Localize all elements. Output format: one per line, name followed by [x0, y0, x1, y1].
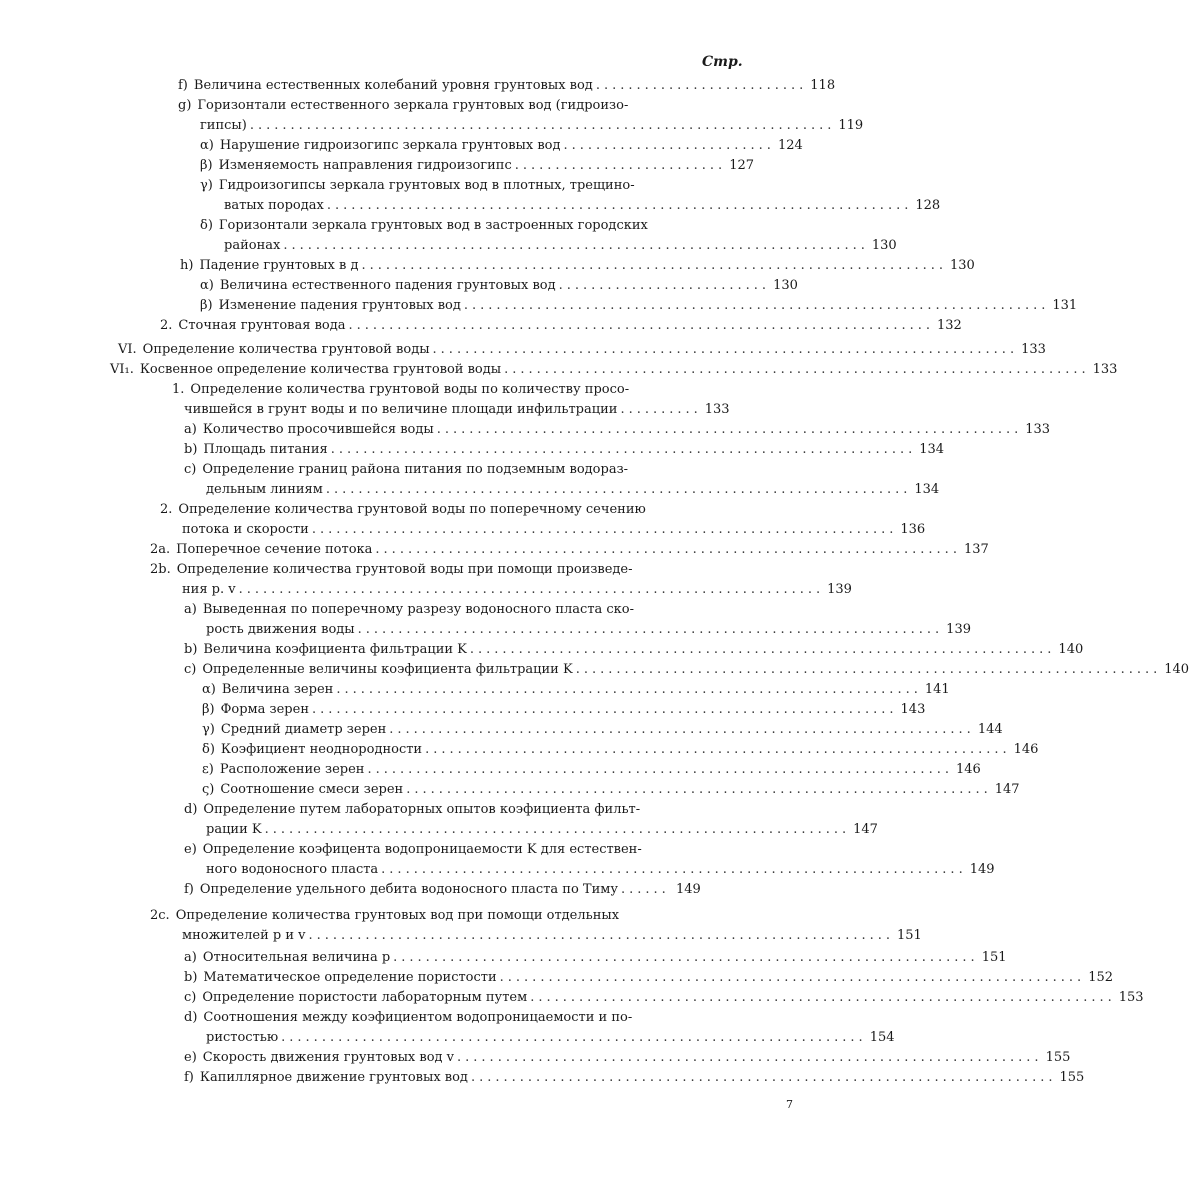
entry-page: 151: [897, 928, 922, 943]
entry-title: Горизонтали естественного зеркала грунтовых вод (гидроизо-: [197, 98, 629, 113]
entry-number: e): [184, 1050, 197, 1065]
toc-entry: γ) Гидроизогипсы зеркала грунтовых вод в плотных, трещино- ватых породах ........................................................................ 128: [200, 176, 704, 216]
entry-title: Определение количества грунтовой воды по количеству просо-: [190, 382, 630, 397]
entry-title: Площадь питания: [203, 442, 328, 457]
toc-entry: e) Определение коэфицента водопроницаемости K для естествен- ного водоносного пласта ........................................................................ 149: [184, 840, 704, 880]
entry-number: b): [184, 970, 198, 985]
entry-page: 132: [937, 318, 962, 333]
entry-title: Величина естественных колебаний уровня грунтовых вод: [193, 78, 593, 93]
entry-page: 140: [1058, 642, 1084, 657]
entry-title: Величина зерен: [221, 682, 334, 697]
toc-entry: 2c. Определение количества грунтовых вод при помощи отдельных множителей p и v ........................................................................ 151: [150, 906, 704, 946]
entry-title: Выведенная по поперечному разрезу водоносного пласта ско-: [202, 602, 635, 617]
entry-title: Поперечное сечение потока: [176, 542, 373, 557]
entry-title: Расположение зерен: [219, 762, 365, 777]
entry-page: 130: [949, 258, 975, 273]
entry-page: 147: [853, 822, 878, 837]
entry-title-continued: ристостью: [206, 1030, 279, 1045]
entry-page: 134: [919, 442, 945, 457]
toc-entry: a) Относительная величина p ........................................................................ 151: [184, 948, 704, 968]
entry-title-continued: рации K: [206, 822, 262, 837]
toc-entry: c) Определенные величины коэфициента фильтрации K ........................................................................ 140: [184, 660, 704, 680]
entry-number: α): [200, 278, 214, 293]
entry-page: 141: [924, 682, 950, 697]
toc-entry: c) Определение границ района питания по подземным водораз- дельным линиям ........................................................................ 134: [184, 460, 704, 500]
entry-number: 2.: [160, 318, 173, 333]
toc-entry: b) Математическое определение пористости ........................................................................ 152: [184, 968, 704, 988]
entry-number: a): [184, 602, 197, 617]
toc-entry: a) Выведенная по поперечному разрезу водоносного пласта ско- рость движения воды ........................................................................ 139: [184, 600, 704, 640]
entry-page: 149: [969, 862, 995, 877]
entry-title: Коэфициент неоднородности: [220, 742, 423, 757]
entry-number: α): [200, 138, 214, 153]
page-number: 7: [786, 1098, 793, 1111]
toc-entry: δ) Горизонтали зеркала грунтовых вод в застроенных городских районах ........................................................................ 130: [200, 216, 704, 256]
entry-page: 133: [1025, 422, 1051, 437]
entry-title: Количество просочившейся воды: [202, 422, 434, 437]
toc-entry: b) Площадь питания ........................................................................ 134: [184, 440, 704, 460]
entry-title: Определение количества грунтовой воды при помощи произведе-: [176, 562, 633, 577]
entry-title: Гидроизогипсы зеркала грунтовых вод в плотных, трещино-: [218, 178, 635, 193]
toc-entry: f) Капиллярное движение грунтовых вод ........................................................................ 155: [184, 1068, 704, 1088]
toc-entry: 2b. Определение количества грунтовой воды при помощи произведе- ния p. v ........................................................................ 139: [150, 560, 704, 600]
entry-number: ε): [202, 762, 214, 777]
entry-number: β): [202, 702, 215, 717]
toc-entry: α) Величина зерен ........................................................................ 141: [202, 680, 704, 700]
entry-number: ς): [202, 782, 215, 797]
entry-number: a): [184, 422, 197, 437]
entry-page: 146: [1013, 742, 1039, 757]
entry-title: Определенные величины коэфициента фильтрации K: [202, 662, 573, 677]
toc-entry: α) Величина естественного падения грунтовых вод .......................... 130: [200, 276, 704, 296]
entry-page: 131: [1052, 298, 1078, 313]
entry-page: 153: [1118, 990, 1144, 1005]
toc-entry: β) Форма зерен ........................................................................ 143: [202, 700, 704, 720]
entry-title: Математическое определение пористости: [203, 970, 497, 985]
toc-entry: 1. Определение количества грунтовой воды по количеству просо- чившейся в грунт воды и по величине площади инфильтрации .......... 133: [172, 380, 704, 420]
entry-title: Определение количества грунтовых вод при помощи отдельных: [175, 908, 620, 923]
toc-entry: β) Изменяемость направления гидроизогипс .......................... 127: [200, 156, 704, 176]
entry-title-continued: ного водоносного пласта: [206, 862, 379, 877]
entry-title: Изменяемость направления гидроизогипс: [218, 158, 512, 173]
toc-entry: h) Падение грунтовых в д ........................................................................ 130: [180, 256, 704, 276]
entry-title: Горизонтали зеркала грунтовых вод в застроенных городских: [218, 218, 648, 233]
entry-page: 152: [1088, 970, 1114, 985]
entry-title: Величина естественного падения грунтовых вод: [219, 278, 556, 293]
toc-entry: a) Количество просочившейся воды ........................................................................ 133: [184, 420, 704, 440]
entry-number: g): [178, 98, 192, 113]
entry-number: b): [184, 442, 198, 457]
entry-page: 128: [915, 198, 941, 213]
entry-title-continued: множителей p и v: [182, 928, 306, 943]
entry-title: Падение грунтовых в д: [199, 258, 359, 273]
toc-entry: 2a. Поперечное сечение потока ........................................................................ 137: [150, 540, 704, 560]
entry-page: 124: [777, 138, 803, 153]
entry-number: δ): [202, 742, 215, 757]
toc-entry: 2. Определение количества грунтовой воды по поперечному сечению потока и скорости ........................................................................ 136: [160, 500, 704, 540]
entry-page: 143: [900, 702, 926, 717]
entry-page: 139: [946, 622, 971, 637]
toc-entry: ς) Соотношение смеси зерен ........................................................................ 147: [202, 780, 704, 800]
entry-page: 118: [810, 78, 836, 93]
entry-title-continued: чившейся в грунт воды и по величине площади инфильтрации: [184, 402, 618, 417]
entry-page: 130: [773, 278, 798, 293]
entry-page: 149: [676, 882, 701, 897]
entry-title-continued: ватых породах: [224, 198, 324, 213]
entry-page: 137: [963, 542, 989, 557]
entry-title-continued: потока и скорости: [182, 522, 309, 537]
entry-title: Скорость движения грунтовых вод v: [202, 1050, 455, 1065]
entry-title: Относительная величина p: [202, 950, 391, 965]
entry-title: Средний диаметр зерен: [220, 722, 387, 737]
entry-page: 139: [827, 582, 852, 597]
entry-page: 136: [900, 522, 926, 537]
toc-entry: δ) Коэфициент неоднородности ........................................................................ 146: [202, 740, 704, 760]
entry-page: 134: [914, 482, 940, 497]
entry-number: γ): [200, 178, 213, 193]
entry-title: Определение количества грунтовой воды: [142, 342, 430, 357]
entry-number: 2c.: [150, 908, 170, 923]
entry-title-continued: рость движения воды: [206, 622, 355, 637]
entry-number: h): [180, 258, 194, 273]
entry-page: 133: [704, 402, 730, 417]
toc-entry: e) Скорость движения грунтовых вод v ........................................................................ 155: [184, 1048, 704, 1068]
entry-title: Капиллярное движение грунтовых вод: [199, 1070, 468, 1085]
toc-entry: d) Соотношения между коэфициентом водопроницаемости и по- ристостью ........................................................................ 154: [184, 1008, 704, 1048]
entry-title: Нарушение гидроизогипс зеркала грунтовых вод: [219, 138, 561, 153]
entry-page: 133: [1092, 362, 1118, 377]
entry-title: Форма зерен: [220, 702, 309, 717]
toc-entry: 2. Сточная грунтовая вода ........................................................................ 132: [160, 316, 704, 336]
entry-number: 2.: [160, 502, 173, 517]
entry-number: c): [184, 990, 197, 1005]
entry-number: f): [184, 1070, 194, 1085]
toc-entry: β) Изменение падения грунтовых вод ........................................................................ 131: [200, 296, 704, 316]
entry-number: f): [184, 882, 194, 897]
toc-entry: b) Величина коэфициента фильтрации K ........................................................................ 140: [184, 640, 704, 660]
entry-title: Косвенное определение количества грунтовой воды: [139, 362, 502, 377]
entry-number: VI₁.: [110, 362, 134, 377]
entry-number: c): [184, 462, 197, 477]
entry-title: Величина коэфициента фильтрации K: [203, 642, 467, 657]
toc-entry: VI. Определение количества грунтовой воды ........................................................................ 133: [118, 340, 704, 360]
entry-page: 151: [981, 950, 1007, 965]
entry-page: 155: [1045, 1050, 1071, 1065]
entry-number: 2a.: [150, 542, 171, 557]
entry-title-continued: дельным линиям: [206, 482, 323, 497]
entry-number: β): [200, 298, 213, 313]
entry-number: 1.: [172, 382, 185, 397]
entry-title-continued: гипсы): [200, 118, 247, 133]
entry-number: b): [184, 642, 198, 657]
page-column-header: Стр.: [702, 54, 743, 70]
toc-entry: VI₁. Косвенное определение количества грунтовой воды ........................................................................ 133: [110, 360, 704, 380]
entry-page: 133: [1021, 342, 1046, 357]
entry-number: α): [202, 682, 216, 697]
entry-title: Соотношение смеси зерен: [220, 782, 404, 797]
entry-number: γ): [202, 722, 215, 737]
entry-title: Определение пористости лабораторным путем: [202, 990, 528, 1005]
toc-entry: f) Величина естественных колебаний уровня грунтовых вод .......................... 118: [178, 76, 704, 96]
entry-number: VI.: [118, 342, 137, 357]
toc-entry: c) Определение пористости лабораторным путем ........................................................................ 153: [184, 988, 704, 1008]
entry-page: 140: [1164, 662, 1190, 677]
entry-title-continued: районах: [224, 238, 281, 253]
entry-title: Изменение падения грунтовых вод: [218, 298, 461, 313]
entry-page: 119: [838, 118, 864, 133]
entry-number: c): [184, 662, 197, 677]
entry-page: 144: [977, 722, 1003, 737]
entry-number: d): [184, 1010, 198, 1025]
entry-number: a): [184, 950, 197, 965]
entry-number: d): [184, 802, 198, 817]
entry-number: β): [200, 158, 213, 173]
entry-page: 155: [1059, 1070, 1085, 1085]
entry-page: 154: [869, 1030, 895, 1045]
entry-number: δ): [200, 218, 213, 233]
toc-entry: g) Горизонтали естественного зеркала грунтовых вод (гидроизо- гипсы) ........................................................................ 119: [178, 96, 704, 136]
entry-page: 130: [871, 238, 897, 253]
entry-title-continued: ния p. v: [182, 582, 236, 597]
toc-entry: d) Определение путем лабораторных опытов коэфициента фильт- рации K ........................................................................ 147: [184, 800, 704, 840]
toc-entry: γ) Средний диаметр зерен ........................................................................ 144: [202, 720, 704, 740]
entry-title: Определение коэфицента водопроницаемости K для естествен-: [202, 842, 642, 857]
entry-number: f): [178, 78, 188, 93]
entry-title: Определение границ района питания по подземным водораз-: [202, 462, 629, 477]
entry-page: 127: [729, 158, 755, 173]
entry-title: Сточная грунтовая вода: [178, 318, 346, 333]
toc-entry: ε) Расположение зерен ........................................................................ 146: [202, 760, 704, 780]
toc-entry: f) Определение удельного дебита водоносного пласта по Тиму ...... 149: [184, 880, 704, 900]
entry-title: Определение путем лабораторных опытов коэфициента фильт-: [203, 802, 641, 817]
entry-title: Определение количества грунтовой воды по поперечному сечению: [178, 502, 646, 517]
entry-title: Соотношения между коэфициентом водопроницаемости и по-: [203, 1010, 633, 1025]
entry-number: e): [184, 842, 197, 857]
toc-entry: α) Нарушение гидроизогипс зеркала грунтовых вод .......................... 124: [200, 136, 704, 156]
entry-number: 2b.: [150, 562, 171, 577]
entry-page: 147: [994, 782, 1020, 797]
entry-page: 146: [955, 762, 981, 777]
entry-title: Определение удельного дебита водоносного пласта по Тиму: [199, 882, 618, 897]
